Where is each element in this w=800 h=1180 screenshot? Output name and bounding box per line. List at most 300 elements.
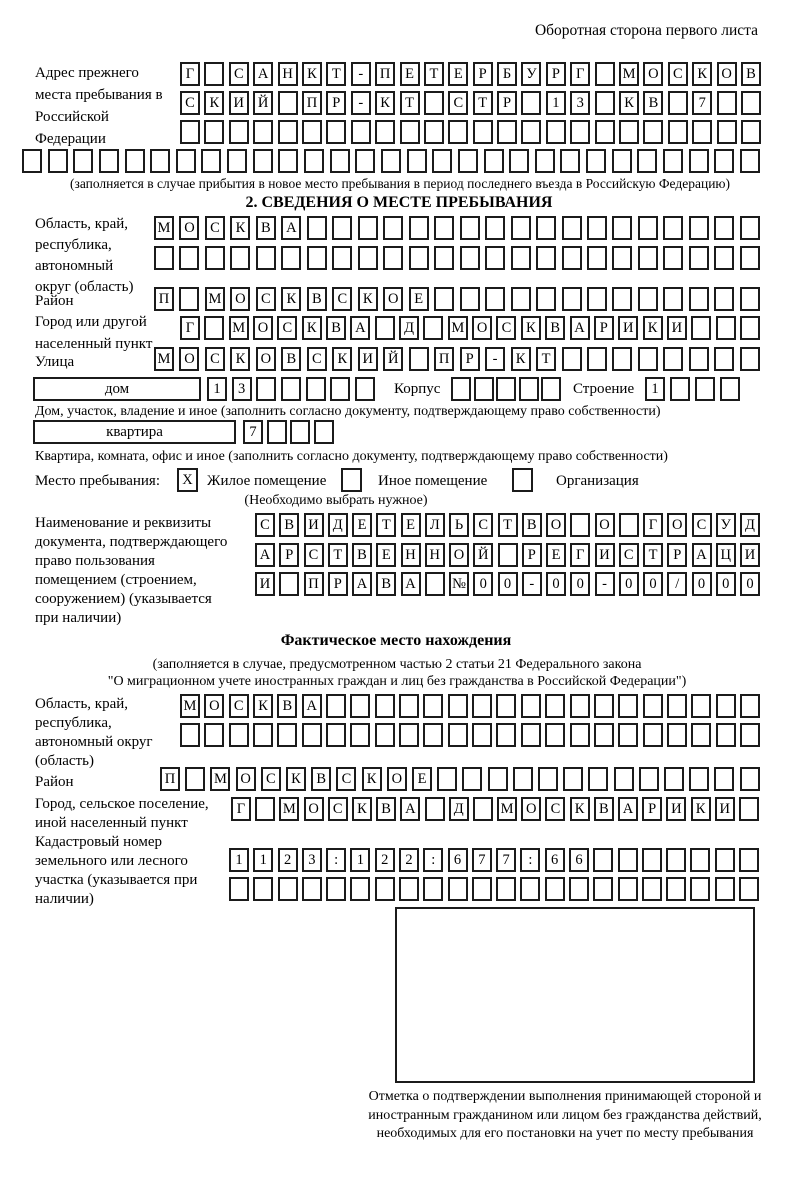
char-cell xyxy=(350,877,370,901)
char-cell: - xyxy=(351,62,371,86)
char-cell: Е xyxy=(409,287,429,311)
char-cell xyxy=(614,767,634,791)
char-cell: 2 xyxy=(375,848,395,872)
char-cell: С xyxy=(448,91,468,115)
char-cell xyxy=(562,246,582,270)
char-cell xyxy=(689,767,709,791)
char-cell: 2 xyxy=(399,848,419,872)
char-cell: А xyxy=(570,316,590,340)
char-cell xyxy=(201,149,221,173)
char-cell: М xyxy=(154,216,174,240)
char-cell xyxy=(302,723,322,747)
char-cell xyxy=(314,420,334,444)
char-cell xyxy=(612,347,632,371)
char-cell xyxy=(666,848,686,872)
char-cell: А xyxy=(350,316,370,340)
char-cell xyxy=(302,120,322,144)
char-cell xyxy=(521,694,541,718)
char-cell xyxy=(185,767,205,791)
char-cell xyxy=(399,723,419,747)
char-cell: 0 xyxy=(546,572,566,596)
char-cell xyxy=(695,377,715,401)
char-cell: О xyxy=(521,797,541,821)
char-cell: П xyxy=(375,62,395,86)
char-cell: К xyxy=(521,316,541,340)
char-cell: С xyxy=(229,62,249,86)
char-cell: В xyxy=(279,513,299,537)
char-cell: С xyxy=(256,287,276,311)
char-cell: С xyxy=(277,316,297,340)
char-cell xyxy=(383,246,403,270)
district-grid-row xyxy=(154,287,760,311)
char-cell: Д xyxy=(740,513,760,537)
char-cell: С xyxy=(229,694,249,718)
char-cell: К xyxy=(286,767,306,791)
char-cell: А xyxy=(302,694,322,718)
char-cell: В xyxy=(522,513,542,537)
char-cell: К xyxy=(375,91,395,115)
char-cell: И xyxy=(666,797,686,821)
char-cell: П xyxy=(154,287,174,311)
char-cell xyxy=(689,246,709,270)
char-cell xyxy=(73,149,93,173)
char-cell xyxy=(740,149,760,173)
char-cell xyxy=(716,694,736,718)
char-cell: К xyxy=(692,62,712,86)
char-cell xyxy=(204,120,224,144)
char-cell: С xyxy=(328,797,348,821)
char-cell xyxy=(358,246,378,270)
char-cell: П xyxy=(302,91,322,115)
char-cell xyxy=(740,216,760,240)
char-cell xyxy=(639,767,659,791)
char-cell: А xyxy=(281,216,301,240)
char-cell: Т xyxy=(424,62,444,86)
char-cell: О xyxy=(717,62,737,86)
city-label: Город или другой населенный пункт xyxy=(35,314,153,352)
char-cell xyxy=(663,347,683,371)
char-cell xyxy=(618,877,638,901)
region-label: Область, край, республика, автономный округ (область) xyxy=(35,216,134,295)
char-cell: Р xyxy=(546,62,566,86)
char-cell xyxy=(355,149,375,173)
char-cell xyxy=(448,723,468,747)
char-cell: Ц xyxy=(716,543,736,567)
char-cell: Е xyxy=(401,513,421,537)
char-cell xyxy=(279,572,299,596)
char-cell xyxy=(255,797,275,821)
char-cell: Р xyxy=(497,91,517,115)
char-cell xyxy=(720,377,740,401)
char-cell: Й xyxy=(253,91,273,115)
char-cell: Т xyxy=(643,543,663,567)
char-cell xyxy=(690,848,710,872)
char-cell xyxy=(545,694,565,718)
char-cell: - xyxy=(351,91,371,115)
apartment-grid-row xyxy=(243,420,334,444)
char-cell xyxy=(619,513,639,537)
char-cell: С xyxy=(545,797,565,821)
char-cell: В xyxy=(352,543,372,567)
char-cell: С xyxy=(255,513,275,537)
char-cell: 1 xyxy=(645,377,665,401)
char-cell: Й xyxy=(383,347,403,371)
char-cell: К xyxy=(253,694,273,718)
prev-address-grid-row-3 xyxy=(180,120,761,144)
char-cell xyxy=(741,120,761,144)
char-cell xyxy=(230,246,250,270)
char-cell: 6 xyxy=(569,848,589,872)
actual-region-grid-row-1 xyxy=(180,694,760,718)
section2-header: 2. СВЕДЕНИЯ О МЕСТЕ ПРЕБЫВАНИЯ xyxy=(245,194,553,211)
char-cell xyxy=(375,877,395,901)
char-cell xyxy=(638,246,658,270)
char-cell: Е xyxy=(448,62,468,86)
char-cell xyxy=(484,149,504,173)
char-cell xyxy=(691,316,711,340)
char-cell xyxy=(204,723,224,747)
char-cell: Р xyxy=(594,316,614,340)
prev-address-caption: (заполняется в случае прибытия в новое место пребывания в период последнего въезда в Российскую Федерацию) xyxy=(69,176,731,191)
char-cell xyxy=(278,91,298,115)
char-cell: : xyxy=(326,848,346,872)
char-cell xyxy=(740,246,760,270)
char-cell xyxy=(612,246,632,270)
char-cell: 1 xyxy=(207,377,227,401)
char-cell xyxy=(569,877,589,901)
char-cell xyxy=(496,694,516,718)
char-cell xyxy=(307,216,327,240)
char-cell: М xyxy=(448,316,468,340)
stay-option-checkbox-organization xyxy=(512,468,533,492)
char-cell xyxy=(587,246,607,270)
char-cell xyxy=(642,877,662,901)
char-cell xyxy=(691,694,711,718)
char-cell xyxy=(281,377,301,401)
char-cell: А xyxy=(618,797,638,821)
char-cell xyxy=(425,572,445,596)
char-cell xyxy=(717,91,737,115)
char-cell xyxy=(448,120,468,144)
char-cell xyxy=(154,246,174,270)
char-cell xyxy=(638,287,658,311)
char-cell xyxy=(642,848,662,872)
char-cell: Г xyxy=(570,62,590,86)
char-cell: 7 xyxy=(243,420,263,444)
char-cell xyxy=(485,246,505,270)
char-cell xyxy=(253,877,273,901)
char-cell xyxy=(716,316,736,340)
char-cell: В xyxy=(277,694,297,718)
char-cell xyxy=(511,246,531,270)
char-cell xyxy=(375,723,395,747)
char-cell xyxy=(689,347,709,371)
char-cell: Ь xyxy=(449,513,469,537)
char-cell xyxy=(473,797,493,821)
char-cell: Д xyxy=(399,316,419,340)
char-cell: М xyxy=(205,287,225,311)
char-cell xyxy=(451,377,471,401)
apartment-caption: Квартира, комната, офис и иное (заполнить согласно документу, подтверждающему право собственности) xyxy=(35,449,668,464)
char-cell xyxy=(48,149,68,173)
char-cell: Г xyxy=(643,513,663,537)
section3-caption-line1: (заполняется в случае, предусмотренном частью 2 статьи 21 Федерального закона xyxy=(152,657,642,672)
char-cell: 0 xyxy=(692,572,712,596)
char-cell xyxy=(307,246,327,270)
char-cell: - xyxy=(485,347,505,371)
char-cell: В xyxy=(281,347,301,371)
stay-option-label-organization: Организация xyxy=(556,473,639,489)
char-cell xyxy=(180,723,200,747)
char-cell: В xyxy=(311,767,331,791)
char-cell: Л xyxy=(425,513,445,537)
char-cell: М xyxy=(619,62,639,86)
char-cell: И xyxy=(667,316,687,340)
char-cell xyxy=(714,347,734,371)
char-cell xyxy=(229,723,249,747)
char-cell: 3 xyxy=(570,91,590,115)
char-cell xyxy=(423,723,443,747)
char-cell: 1 xyxy=(546,91,566,115)
korpus-grid-row xyxy=(451,377,561,401)
char-cell xyxy=(740,287,760,311)
char-cell: Н xyxy=(278,62,298,86)
char-cell xyxy=(663,246,683,270)
korpus-label: Корпус xyxy=(394,381,441,397)
char-cell xyxy=(612,149,632,173)
char-cell: М xyxy=(180,694,200,718)
char-cell: 0 xyxy=(740,572,760,596)
char-cell xyxy=(521,120,541,144)
char-cell: 0 xyxy=(716,572,736,596)
char-cell xyxy=(227,149,247,173)
char-cell: В xyxy=(376,797,396,821)
char-cell xyxy=(520,877,540,901)
char-cell: О xyxy=(387,767,407,791)
char-cell xyxy=(488,767,508,791)
char-cell: В xyxy=(256,216,276,240)
char-cell xyxy=(690,877,710,901)
char-cell xyxy=(125,149,145,173)
sheet-side-title: Оборотная сторона первого листа xyxy=(534,22,758,39)
char-cell xyxy=(256,377,276,401)
char-cell xyxy=(593,848,613,872)
char-cell xyxy=(691,723,711,747)
char-cell xyxy=(595,62,615,86)
char-cell: У xyxy=(521,62,541,86)
char-cell xyxy=(358,216,378,240)
char-cell: И xyxy=(618,316,638,340)
stay-type-label: Место пребывания: xyxy=(35,473,160,489)
char-cell xyxy=(205,246,225,270)
char-cell xyxy=(519,377,539,401)
char-cell xyxy=(612,216,632,240)
char-cell: О xyxy=(472,316,492,340)
char-cell xyxy=(643,694,663,718)
stay-option-label-other-premises: Иное помещение xyxy=(378,473,488,489)
char-cell xyxy=(586,149,606,173)
document-label: Наименование и реквизиты документа, подтверждающего право пользования помещением (строением, сооружением) (указывается при наличии) xyxy=(35,515,228,626)
char-cell xyxy=(326,877,346,901)
char-cell xyxy=(99,149,119,173)
char-cell: Е xyxy=(376,543,396,567)
char-cell: М xyxy=(154,347,174,371)
actual-city-grid-row xyxy=(231,797,759,821)
char-cell: К xyxy=(643,316,663,340)
char-cell xyxy=(256,246,276,270)
char-cell xyxy=(638,347,658,371)
actual-district-grid-row xyxy=(160,767,760,791)
char-cell xyxy=(714,149,734,173)
char-cell xyxy=(536,216,556,240)
char-cell: Р xyxy=(522,543,542,567)
char-cell xyxy=(740,694,760,718)
char-cell xyxy=(498,543,518,567)
char-cell xyxy=(278,149,298,173)
char-cell: 1 xyxy=(350,848,370,872)
char-cell: О xyxy=(204,694,224,718)
char-cell xyxy=(739,877,759,901)
char-cell xyxy=(150,149,170,173)
char-cell: А xyxy=(253,62,273,86)
char-cell: С xyxy=(180,91,200,115)
char-cell xyxy=(667,694,687,718)
city-grid-row xyxy=(180,316,760,340)
char-cell: П xyxy=(160,767,180,791)
char-cell: И xyxy=(595,543,615,567)
char-cell: 7 xyxy=(496,848,516,872)
house-grid-row xyxy=(207,377,375,401)
char-cell xyxy=(667,723,687,747)
char-cell xyxy=(715,848,735,872)
char-cell: О xyxy=(236,767,256,791)
char-cell xyxy=(423,316,443,340)
stay-option-label-residential: Жилое помещение xyxy=(207,473,327,489)
char-cell xyxy=(618,694,638,718)
char-cell xyxy=(496,877,516,901)
char-cell: У xyxy=(716,513,736,537)
char-cell xyxy=(715,877,735,901)
char-cell: К xyxy=(302,316,322,340)
prev-address-grid-row-1 xyxy=(180,62,761,86)
stay-option-checkbox-residential: X xyxy=(177,468,198,492)
char-cell: С xyxy=(336,767,356,791)
prev-address-label: Адрес прежнего места пребывания в Российской Федерации xyxy=(35,65,163,147)
char-cell: С xyxy=(668,62,688,86)
char-cell xyxy=(509,149,529,173)
char-cell xyxy=(570,120,590,144)
char-cell xyxy=(714,246,734,270)
char-cell xyxy=(458,149,478,173)
char-cell xyxy=(330,149,350,173)
char-cell: 2 xyxy=(278,848,298,872)
char-cell xyxy=(473,120,493,144)
char-cell xyxy=(448,694,468,718)
char-cell xyxy=(563,767,583,791)
char-cell: Т xyxy=(326,62,346,86)
char-cell xyxy=(424,120,444,144)
char-cell xyxy=(179,287,199,311)
char-cell: - xyxy=(595,572,615,596)
char-cell xyxy=(668,91,688,115)
char-cell xyxy=(594,694,614,718)
char-cell: Г xyxy=(180,62,200,86)
char-cell xyxy=(612,287,632,311)
char-cell: Г xyxy=(570,543,590,567)
char-cell xyxy=(290,420,310,444)
char-cell: М xyxy=(497,797,517,821)
stay-option-checkbox-other-premises xyxy=(341,468,362,492)
char-cell: № xyxy=(449,572,469,596)
char-cell: О xyxy=(256,347,276,371)
char-cell xyxy=(22,149,42,173)
section3-caption-line2: "О миграционном учете иностранных граждан и лиц без гражданства в Российской Федерации") xyxy=(107,674,687,689)
char-cell xyxy=(714,287,734,311)
char-cell xyxy=(326,723,346,747)
char-cell: 0 xyxy=(619,572,639,596)
char-cell xyxy=(740,316,760,340)
document-grid-row-1 xyxy=(255,513,760,537)
section3-header: Фактическое место нахождения xyxy=(280,632,512,649)
char-cell xyxy=(485,287,505,311)
char-cell xyxy=(666,877,686,901)
cadastre-grid-row-2 xyxy=(229,877,759,901)
char-cell: И xyxy=(358,347,378,371)
char-cell: С xyxy=(692,513,712,537)
char-cell: О xyxy=(304,797,324,821)
char-cell xyxy=(472,877,492,901)
char-cell: К xyxy=(230,347,250,371)
char-cell xyxy=(306,377,326,401)
char-cell: А xyxy=(352,572,372,596)
char-cell: В xyxy=(594,797,614,821)
char-cell xyxy=(277,723,297,747)
char-cell xyxy=(521,91,541,115)
char-cell xyxy=(593,877,613,901)
char-cell: П xyxy=(434,347,454,371)
char-cell xyxy=(409,246,429,270)
char-cell xyxy=(587,287,607,311)
char-cell xyxy=(278,120,298,144)
char-cell xyxy=(399,694,419,718)
char-cell xyxy=(670,377,690,401)
char-cell xyxy=(472,723,492,747)
actual-region-grid-row-2 xyxy=(180,723,760,747)
char-cell xyxy=(619,120,639,144)
char-cell xyxy=(355,377,375,401)
char-cell xyxy=(511,287,531,311)
char-cell: К xyxy=(352,797,372,821)
char-cell: О xyxy=(253,316,273,340)
char-cell: 1 xyxy=(253,848,273,872)
apartment-box-label: квартира xyxy=(33,420,236,444)
char-cell xyxy=(643,120,663,144)
char-cell xyxy=(717,120,737,144)
street-label: Улица xyxy=(35,354,75,370)
prev-address-grid-row-4 xyxy=(22,149,760,173)
char-cell xyxy=(381,149,401,173)
char-cell: 0 xyxy=(473,572,493,596)
char-cell xyxy=(513,767,533,791)
char-cell: Т xyxy=(376,513,396,537)
char-cell xyxy=(253,723,273,747)
char-cell: Е xyxy=(546,543,566,567)
char-cell: М xyxy=(210,767,230,791)
char-cell xyxy=(407,149,427,173)
char-cell: С xyxy=(473,513,493,537)
char-cell xyxy=(434,287,454,311)
char-cell xyxy=(460,246,480,270)
